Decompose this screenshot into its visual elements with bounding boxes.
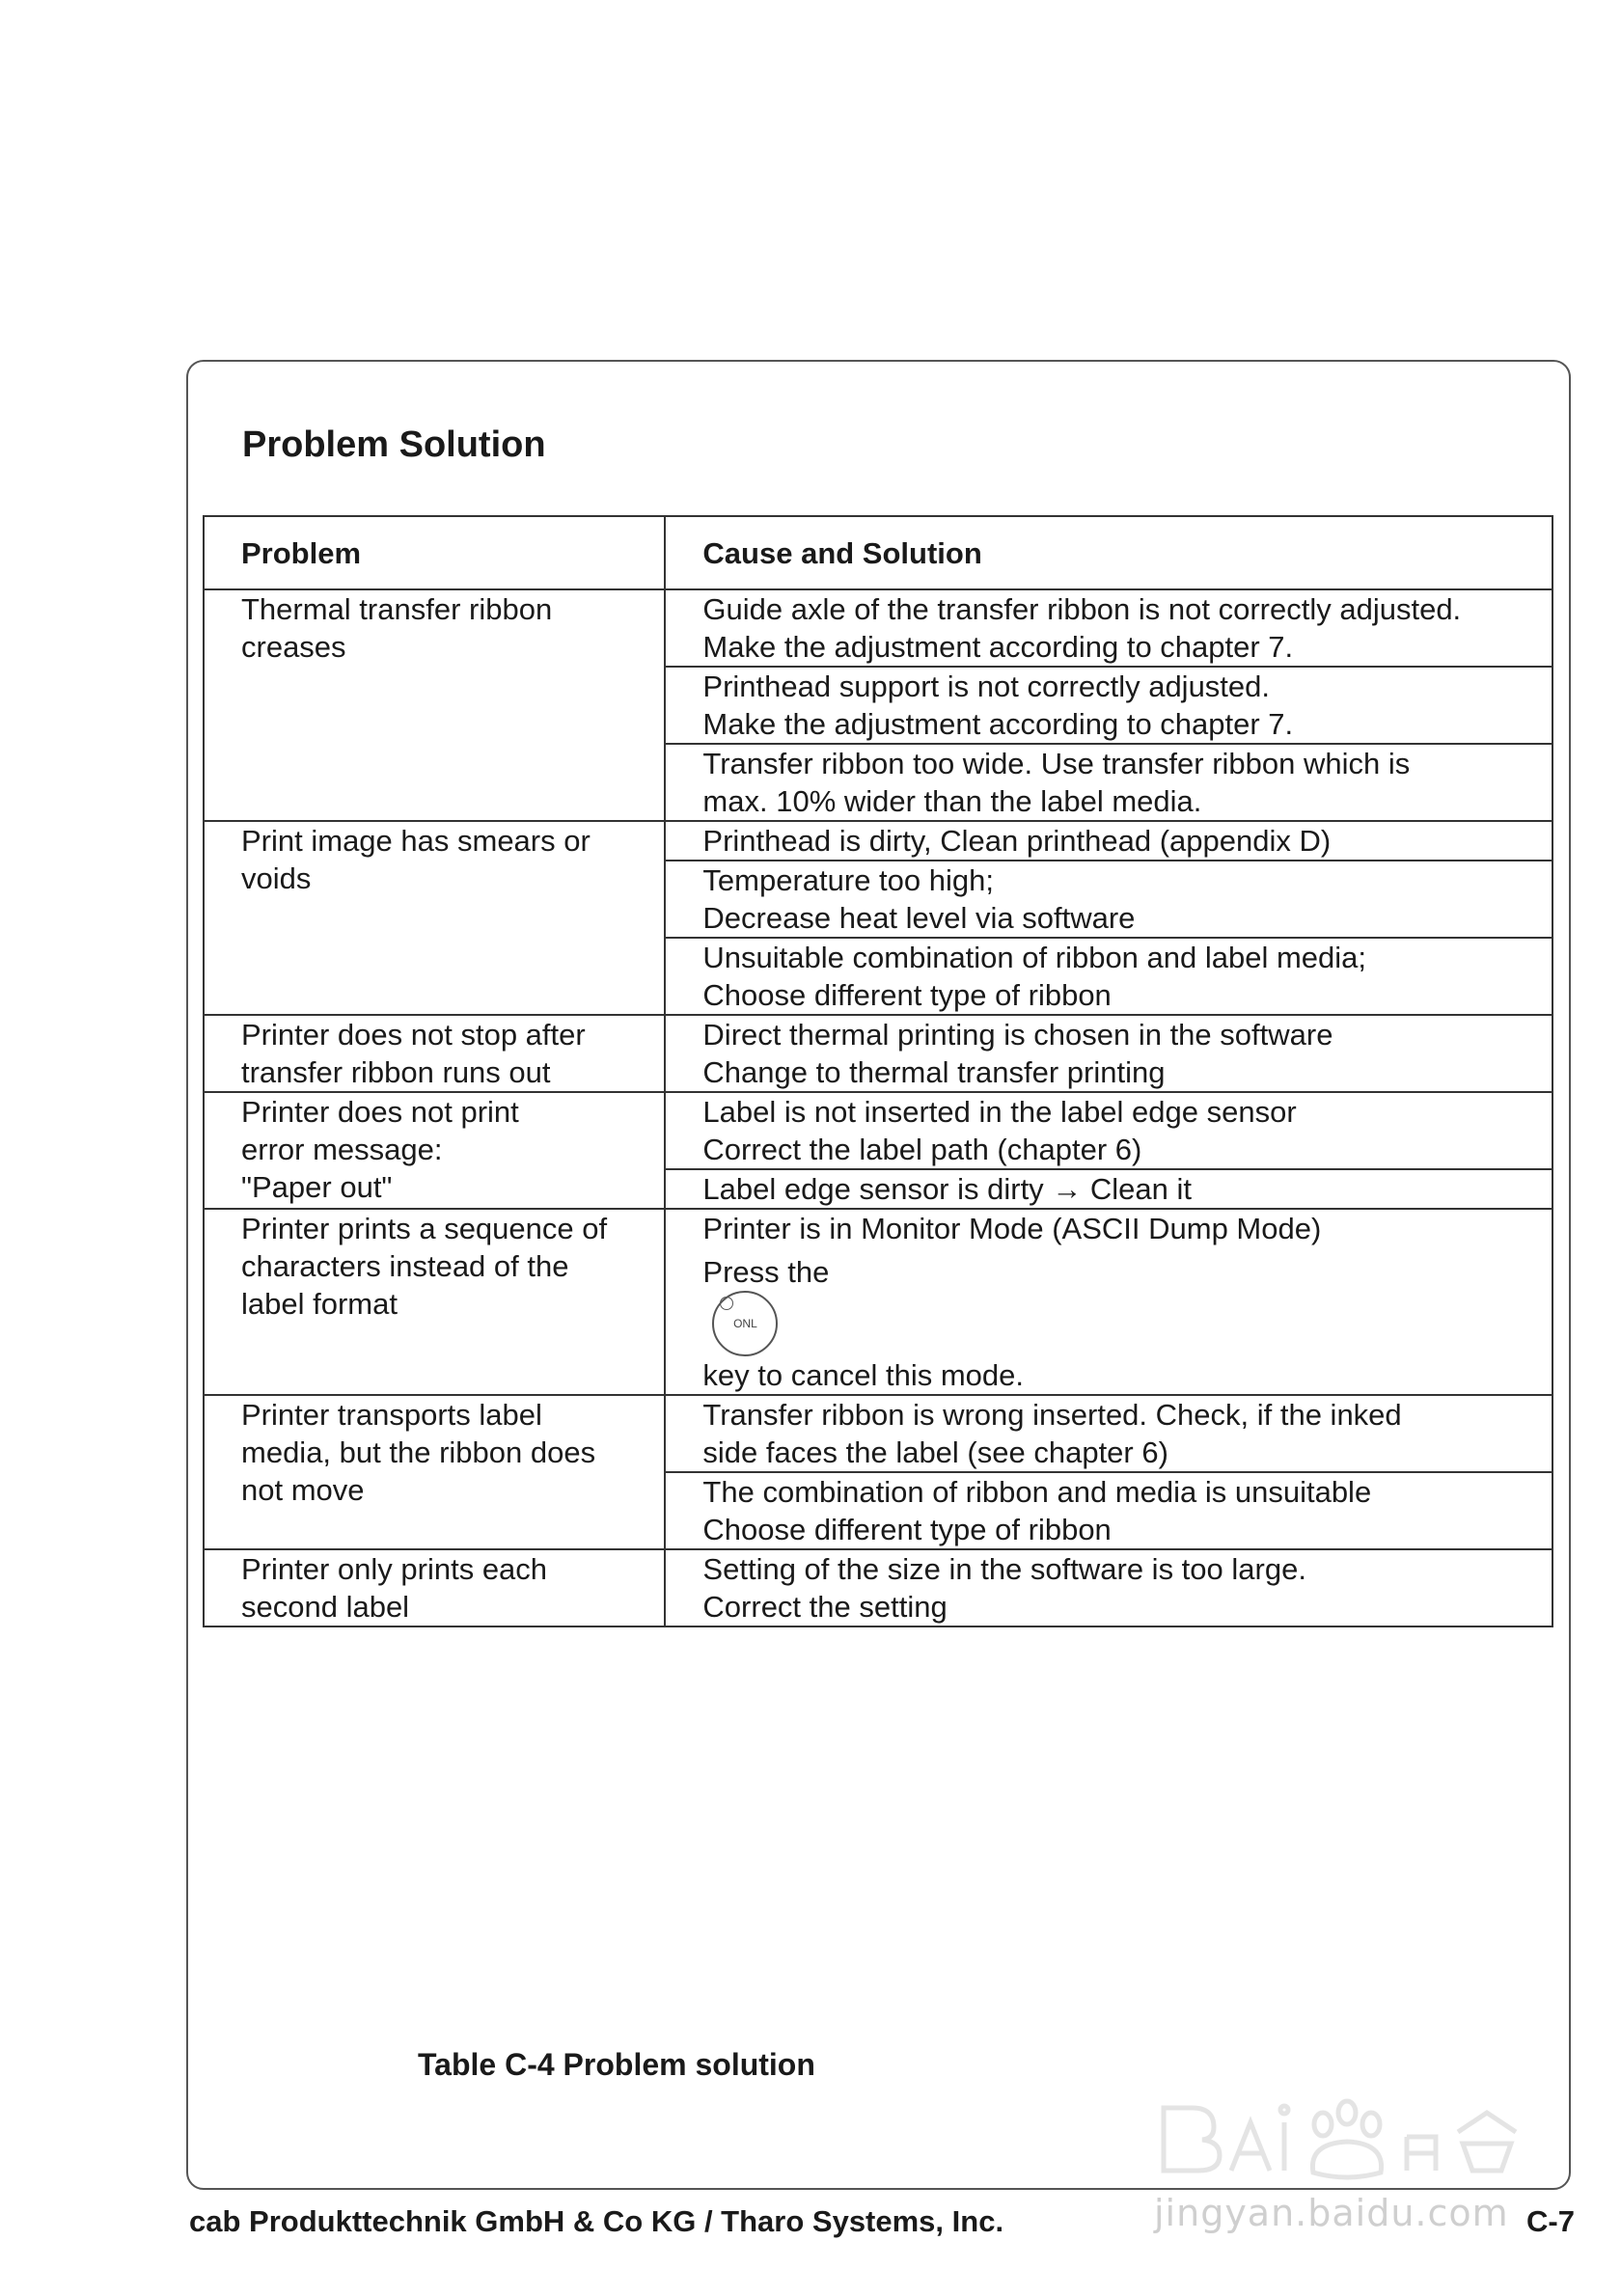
- cause-cell: [665, 744, 1552, 821]
- problem-cell-line: characters instead of the: [241, 1249, 569, 1283]
- cause-cell: [665, 589, 1552, 667]
- problem-cell-line: media, but the ribbon does: [241, 1435, 596, 1469]
- problem-cell-line: Printer only prints each: [241, 1552, 548, 1586]
- header-problem: Problem: [204, 516, 665, 589]
- baidu-watermark-logo: [1154, 2084, 1540, 2190]
- table-row: [204, 821, 1552, 861]
- problem-cell-line: voids: [241, 861, 312, 895]
- cause-cell-line: Make the adjustment according to chapter 7.: [702, 630, 1294, 664]
- cause-cell-line: Choose different type of ribbon: [702, 1513, 1112, 1546]
- cause-cell-line: Guide axle of the transfer ribbon is not correctly adjusted.: [702, 592, 1462, 626]
- problem-cell: [204, 821, 665, 1015]
- cause-cell-line: Make the adjustment according to chapter 7.: [702, 707, 1294, 741]
- led-icon: [720, 1297, 733, 1310]
- press-text: Press the: [702, 1255, 830, 1289]
- problem-solution-table: [203, 515, 1553, 1627]
- cause-cell: [665, 1209, 1552, 1395]
- table-body: [204, 589, 1552, 1626]
- cause-cell-line: Direct thermal printing is chosen in the software: [702, 1018, 1333, 1052]
- cause-cell-line: Correct the setting: [702, 1590, 948, 1624]
- table-row: [204, 589, 1552, 667]
- table-row: [204, 1395, 1552, 1472]
- problem-cell-line: Printer prints a sequence of: [241, 1212, 608, 1245]
- cause-cell: [665, 1472, 1552, 1549]
- problem-cell: [204, 1209, 665, 1395]
- cause-cell-line: Correct the label path (chapter 6): [702, 1133, 1142, 1166]
- cause-cell-line: Setting of the size in the software is too large.: [702, 1552, 1306, 1586]
- onl-key-label: ONL: [733, 1317, 757, 1330]
- cause-cell-line: Printhead support is not correctly adjusted.: [702, 670, 1271, 703]
- table-row: [204, 1092, 1552, 1169]
- table-caption: Table C-4 Problem solution: [418, 2047, 815, 2082]
- cancel-text: key to cancel this mode.: [702, 1358, 1024, 1392]
- section-title: Problem Solution: [242, 424, 546, 465]
- cause-cell-line: side faces the label (see chapter 6): [702, 1435, 1168, 1469]
- problem-cell-line: Print image has smears or: [241, 824, 591, 858]
- problem-cell: [204, 1549, 665, 1626]
- table-row: [204, 1015, 1552, 1092]
- cause-cell-line: Transfer ribbon is wrong inserted. Check, if the inked: [702, 1398, 1402, 1432]
- cause-cell-line: Unsuitable combination of ribbon and label media;: [702, 941, 1367, 974]
- table-header-row: [204, 516, 1552, 589]
- watermark-url: jingyan.baidu.com: [1154, 2192, 1509, 2234]
- cause-cell-line: Transfer ribbon too wide. Use transfer ribbon which is: [702, 747, 1411, 780]
- cause-cell: [665, 938, 1552, 1015]
- problem-cell-line: label format: [241, 1287, 398, 1321]
- footer-company: cab Produkttechnik GmbH & Co KG / Tharo Systems, Inc.: [189, 2204, 1004, 2238]
- cause-cell: [665, 1395, 1552, 1472]
- problem-cell-line: creases: [241, 630, 346, 664]
- table-row: [204, 1209, 1552, 1395]
- problem-cell: [204, 1015, 665, 1092]
- cause-cell: [665, 861, 1552, 938]
- problem-cell-line: error message:: [241, 1133, 443, 1166]
- press-key-line: [702, 1253, 1532, 1394]
- problem-cell-line: Printer transports label: [241, 1398, 542, 1432]
- problem-cell-line: Thermal transfer ribbon: [241, 592, 553, 626]
- cause-cell-line: Printer is in Monitor Mode (ASCII Dump Mode): [702, 1212, 1322, 1245]
- cause-cell-line: Decrease heat level via software: [702, 901, 1136, 935]
- cause-cell-line: Choose different type of ribbon: [702, 978, 1112, 1012]
- cause-cell-line: Printhead is dirty, Clean printhead (appendix D): [702, 824, 1332, 858]
- cause-cell-line: Label is not inserted in the label edge sensor: [702, 1095, 1297, 1129]
- table-row: [204, 1549, 1552, 1626]
- problem-cell-line: "Paper out": [241, 1170, 393, 1204]
- problem-cell-line: Printer does not stop after: [241, 1018, 586, 1052]
- cause-cell: [665, 667, 1552, 744]
- cause-cell: [665, 1169, 1552, 1209]
- problem-cell-line: Printer does not print: [241, 1095, 519, 1129]
- cause-cell-line: Temperature too high;: [702, 863, 994, 897]
- problem-cell: [204, 589, 665, 821]
- cause-cell-line: The combination of ribbon and media is unsuitable: [702, 1475, 1372, 1509]
- problem-cell-line: transfer ribbon runs out: [241, 1055, 551, 1089]
- header-cause: Cause and Solution: [665, 516, 1552, 589]
- cause-cell: [665, 1015, 1552, 1092]
- cause-cell-line: max. 10% wider than the label media.: [702, 784, 1202, 818]
- problem-cell-line: second label: [241, 1590, 410, 1624]
- cause-cell: [665, 821, 1552, 861]
- cause-cell-line: Change to thermal transfer printing: [702, 1055, 1166, 1089]
- problem-cell: [204, 1092, 665, 1209]
- footer-page-number: C-7: [1526, 2204, 1575, 2238]
- onl-key-icon: [712, 1291, 778, 1356]
- cause-cell: [665, 1549, 1552, 1626]
- problem-cell: [204, 1395, 665, 1549]
- problem-cell-line: not move: [241, 1473, 365, 1507]
- cause-cell-line: Label edge sensor is dirty → Clean it: [702, 1172, 1193, 1206]
- cause-cell: [665, 1092, 1552, 1169]
